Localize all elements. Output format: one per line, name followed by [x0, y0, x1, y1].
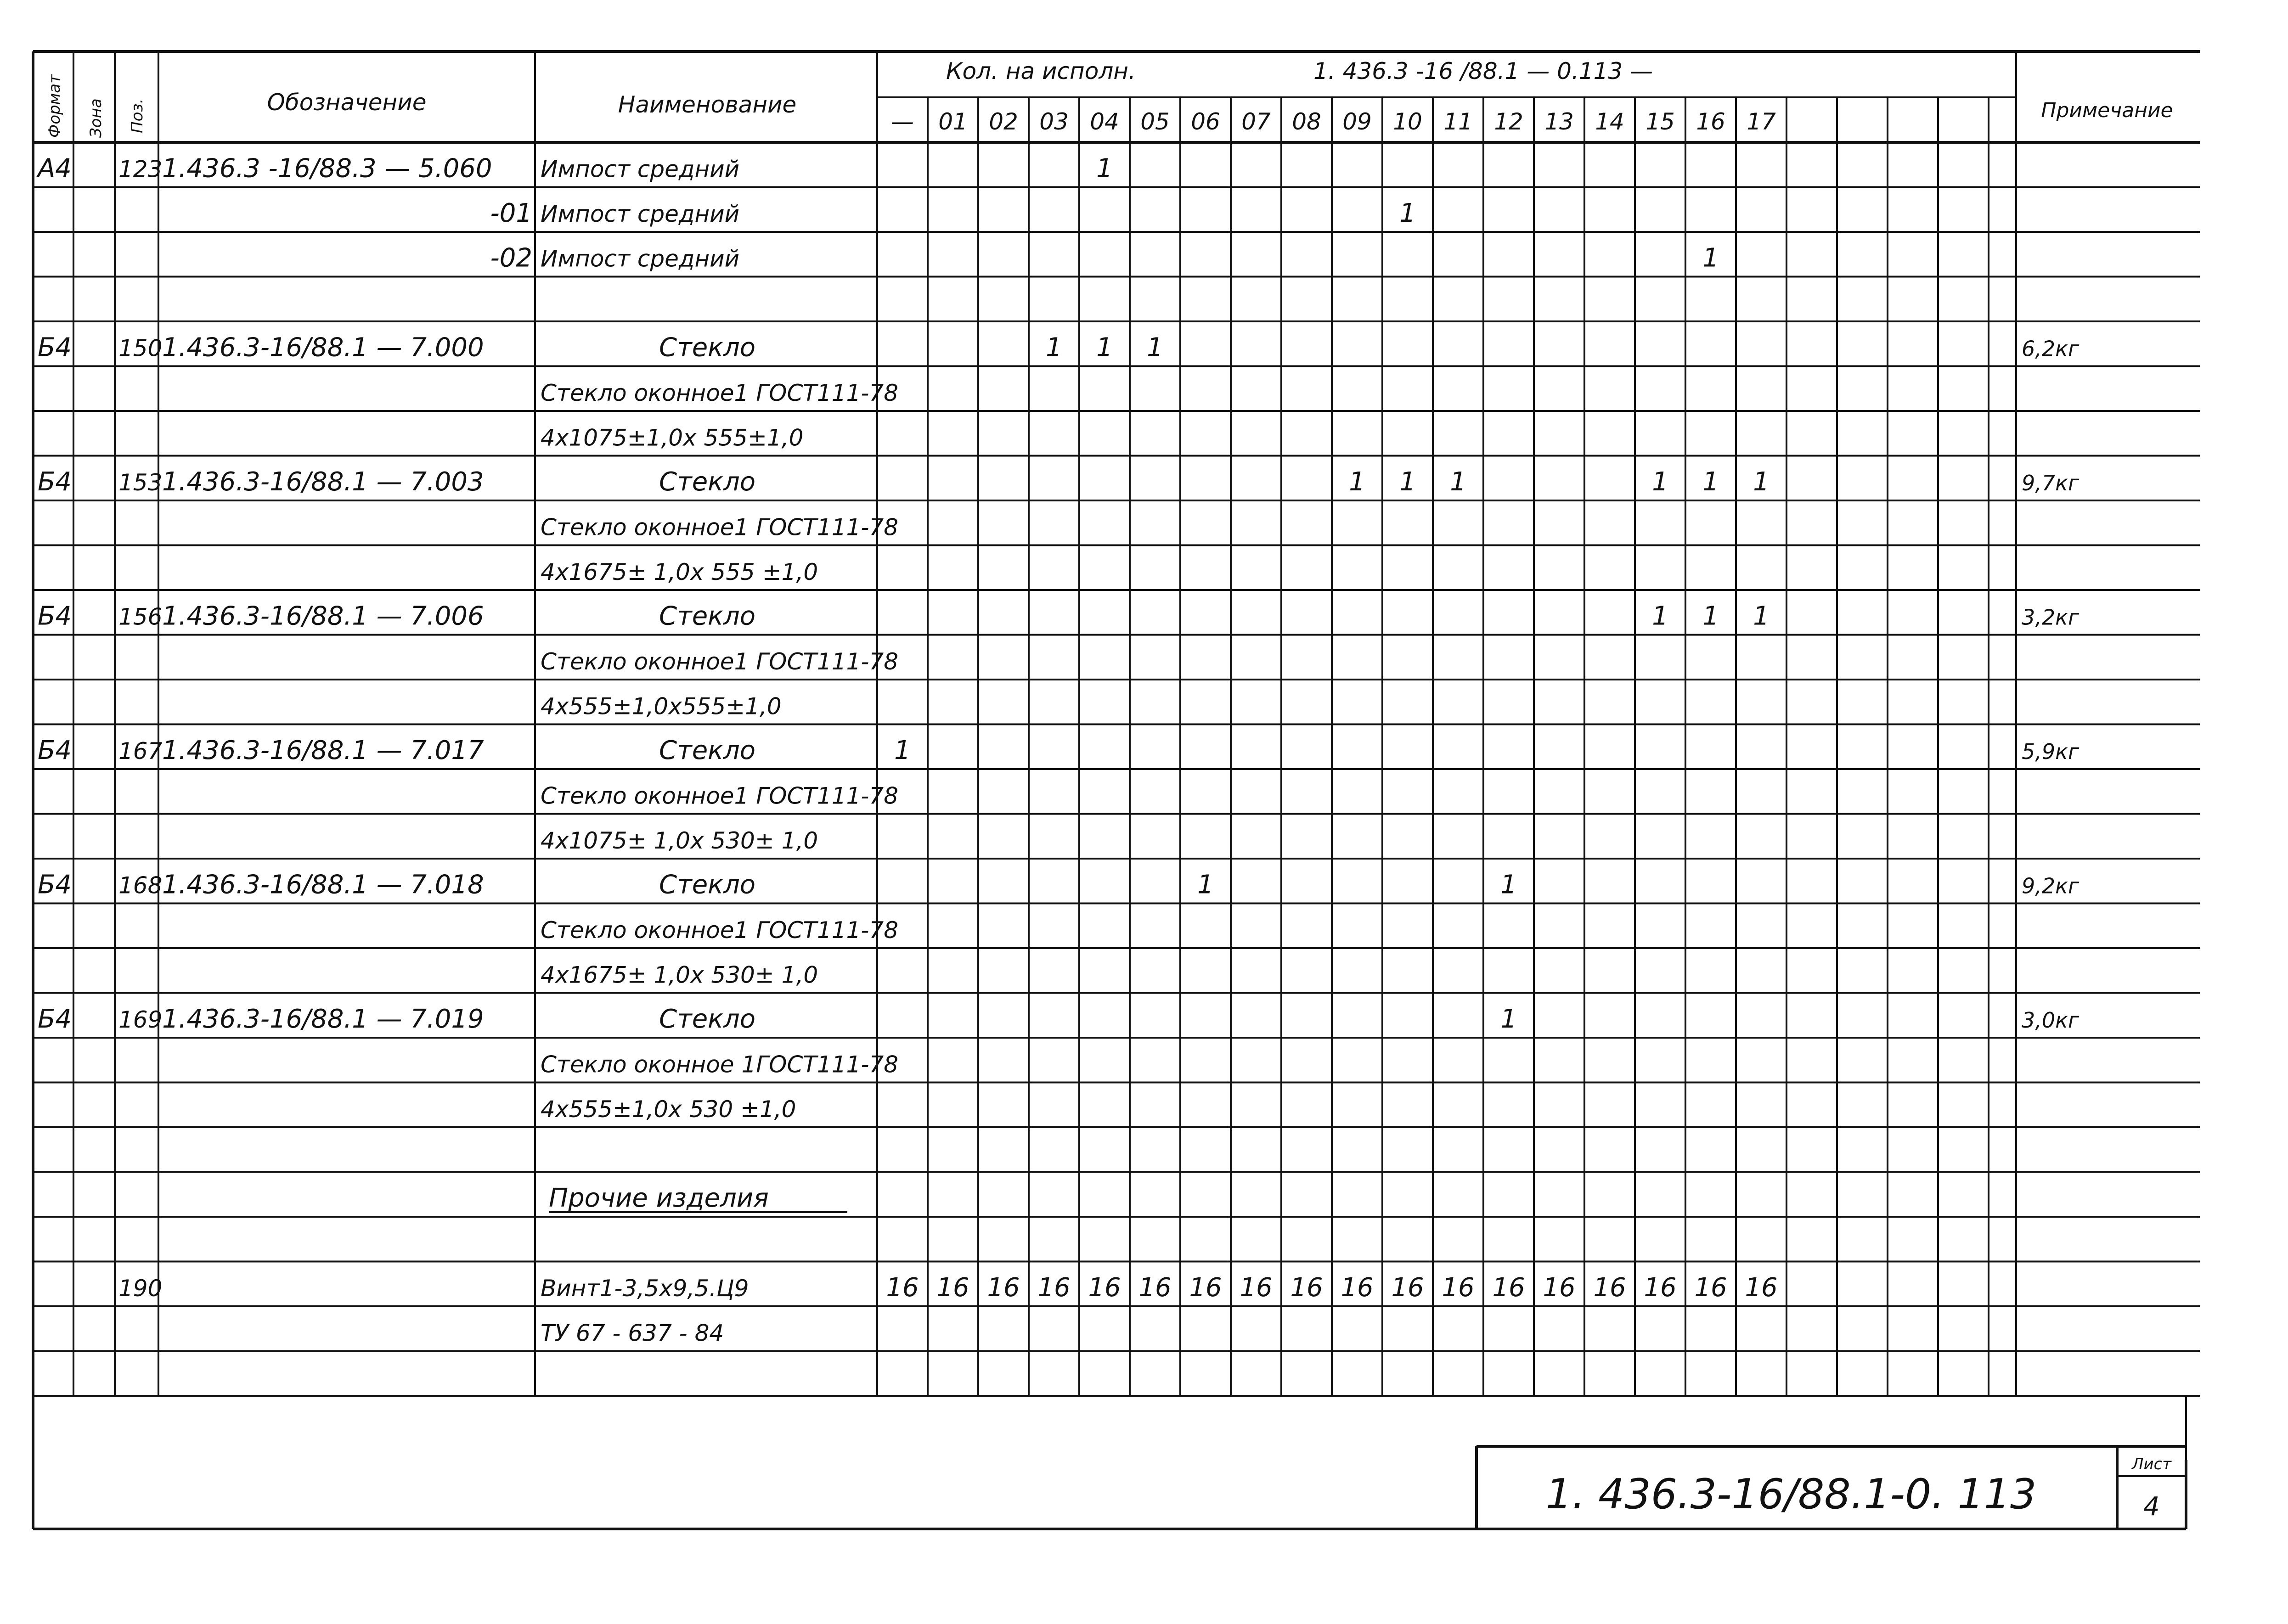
qty-cell-08: 16 [1290, 1273, 1323, 1303]
row-position: 153 [118, 469, 163, 496]
qty-cell-12: 1 [1500, 870, 1517, 900]
row-format: Б4 [38, 601, 72, 631]
qty-cell-15: 16 [1644, 1273, 1677, 1303]
qty-cell-12: 16 [1492, 1273, 1525, 1303]
header-zone-label: Зона [87, 98, 105, 138]
row-format: Б4 [38, 736, 72, 765]
row-name-centered: Стекло [659, 332, 756, 363]
header-pos-label: Поз. [128, 98, 147, 133]
row-name: ТУ 67 - 637 - 84 [541, 1320, 724, 1347]
row-position: 169 [118, 1006, 163, 1033]
header-format-label: Формат [45, 74, 64, 138]
header-note-label: Примечание [2041, 99, 2173, 122]
row-note: 3,0кг [2022, 1008, 2079, 1033]
row-format: А4 [38, 153, 72, 184]
row-position: 168 [118, 872, 163, 899]
qty-cell-04: 1 [1096, 153, 1113, 184]
row-note: 3,2кг [2022, 605, 2079, 630]
variant-header-12: 12 [1494, 108, 1523, 135]
qty-cell-base: 16 [886, 1273, 919, 1303]
row-name-centered: Стекло [659, 870, 756, 900]
qty-cell-05: 16 [1138, 1273, 1172, 1303]
row-designation: 1.436.3-16/88.1 — 7.000 [162, 332, 484, 363]
qty-cell-17: 1 [1753, 467, 1770, 497]
row-designation: 1.436.3-16/88.1 — 7.019 [162, 1004, 484, 1034]
qty-cell-13: 16 [1543, 1273, 1576, 1303]
qty-cell-17: 1 [1753, 601, 1770, 631]
row-name: 4х1675± 1,0х 555 ±1,0 [541, 559, 818, 585]
row-name: 4х555±1,0х 530 ±1,0 [541, 1096, 796, 1123]
variant-header-13: 13 [1544, 108, 1574, 135]
variant-header-11: 11 [1443, 108, 1473, 135]
qty-cell-base: 1 [894, 736, 911, 765]
row-name: Прочие изделия [549, 1183, 769, 1213]
row-designation: 1.436.3-16/88.1 — 7.018 [162, 870, 484, 900]
row-position: 123 [118, 156, 163, 183]
row-name: Стекло оконное1 ГОСТ111-78 [541, 648, 899, 675]
row-position: 156 [118, 603, 163, 630]
variant-header-09: 09 [1342, 108, 1372, 135]
row-designation: 1.436.3 -16/88.3 — 5.060 [162, 153, 492, 184]
qty-cell-10: 1 [1399, 198, 1416, 228]
sheet-label: Лист [2131, 1455, 2172, 1473]
row-note: 5,9кг [2022, 739, 2079, 764]
row-position: 150 [118, 335, 163, 362]
qty-cell-03: 1 [1046, 332, 1062, 363]
row-designation: 1.436.3-16/88.1 — 7.003 [162, 467, 484, 497]
qty-cell-09: 16 [1341, 1273, 1374, 1303]
qty-cell-10: 1 [1399, 467, 1416, 497]
row-name-centered: Стекло [659, 467, 756, 497]
sheet-number: 4 [2143, 1492, 2160, 1522]
row-name: Стекло оконное1 ГОСТ111-78 [541, 514, 899, 541]
row-name: Винт1-3,5х9,5.Ц9 [541, 1275, 749, 1302]
qty-cell-04: 16 [1088, 1273, 1121, 1303]
qty-cell-05: 1 [1147, 332, 1163, 363]
qty-cell-07: 16 [1240, 1273, 1273, 1303]
row-note: 6,2кг [2022, 336, 2079, 361]
header-name-label: Наименование [618, 91, 797, 118]
row-position: 190 [118, 1275, 163, 1302]
qty-cell-01: 16 [936, 1273, 969, 1303]
row-designation: -01 [490, 198, 532, 228]
header-designation-label: Обозначение [267, 89, 427, 116]
row-name: Импост средний [541, 245, 740, 272]
variant-header-06: 06 [1191, 108, 1220, 135]
variant-header-08: 08 [1292, 108, 1321, 135]
row-name: Импост средний [541, 201, 740, 227]
row-name: Стекло оконное1 ГОСТ111-78 [541, 782, 899, 809]
row-designation: 1.436.3-16/88.1 — 7.017 [162, 736, 484, 765]
qty-cell-12: 1 [1500, 1004, 1517, 1034]
variant-header-02: 02 [989, 108, 1018, 135]
qty-cell-15: 1 [1652, 601, 1668, 631]
variant-header-base: — [891, 108, 914, 135]
qty-cell-06: 16 [1189, 1273, 1222, 1303]
variant-header-04: 04 [1090, 108, 1119, 135]
row-name: Стекло оконное 1ГОСТ111-78 [541, 1051, 899, 1078]
variant-header-05: 05 [1140, 108, 1170, 135]
row-format: Б4 [38, 1004, 72, 1034]
row-note: 9,7кг [2022, 471, 2079, 495]
row-name-centered: Стекло [659, 1004, 756, 1034]
qty-cell-16: 1 [1702, 601, 1719, 631]
row-position: 167 [118, 738, 163, 764]
row-designation: 1.436.3-16/88.1 — 7.006 [162, 601, 484, 631]
qty-cell-10: 16 [1391, 1273, 1424, 1303]
row-name: Стекло оконное1 ГОСТ111-78 [541, 380, 899, 406]
qty-cell-17: 16 [1745, 1273, 1778, 1303]
row-name-centered: Стекло [659, 736, 756, 765]
row-name: 4х555±1,0х555±1,0 [541, 693, 782, 720]
document-number: 1. 436.3-16/88.1-0. 113 [1545, 1470, 2037, 1518]
variant-header-14: 14 [1595, 108, 1624, 135]
row-note: 9,2кг [2022, 873, 2079, 899]
variant-header-10: 10 [1393, 108, 1422, 135]
variant-header-16: 16 [1696, 108, 1725, 135]
qty-cell-15: 1 [1652, 467, 1668, 497]
qty-cell-06: 1 [1197, 870, 1214, 900]
row-format: Б4 [38, 467, 72, 497]
variant-header-17: 17 [1747, 108, 1776, 135]
variant-header-03: 03 [1039, 108, 1069, 135]
qty-cell-03: 16 [1037, 1273, 1071, 1303]
variant-header-15: 15 [1646, 108, 1675, 135]
row-name-centered: Стекло [659, 601, 756, 631]
qty-cell-11: 16 [1442, 1273, 1475, 1303]
qty-cell-02: 16 [987, 1273, 1020, 1303]
qty-cell-14: 16 [1593, 1273, 1626, 1303]
row-format: Б4 [38, 332, 72, 363]
row-name: 4х1675± 1,0х 530± 1,0 [541, 961, 818, 989]
header-qty-doc: 1. 436.3 -16 /88.1 — 0.113 — [1313, 58, 1653, 84]
qty-cell-11: 1 [1450, 467, 1466, 497]
row-designation: -02 [490, 243, 532, 273]
row-name: Импост средний [541, 156, 740, 183]
qty-cell-09: 1 [1349, 467, 1365, 497]
row-name: 4х1075±1,0х 555±1,0 [541, 424, 804, 451]
variant-header-01: 01 [938, 108, 968, 135]
row-name: Стекло оконное1 ГОСТ111-78 [541, 917, 899, 944]
qty-cell-04: 1 [1096, 332, 1113, 363]
header-qty-title: Кол. на исполн. [946, 58, 1136, 84]
row-name: 4х1075± 1,0х 530± 1,0 [541, 827, 818, 854]
qty-cell-16: 1 [1702, 467, 1719, 497]
row-format: Б4 [38, 870, 72, 900]
qty-cell-16: 1 [1702, 243, 1719, 273]
qty-cell-16: 16 [1694, 1273, 1727, 1303]
variant-header-07: 07 [1241, 108, 1271, 135]
